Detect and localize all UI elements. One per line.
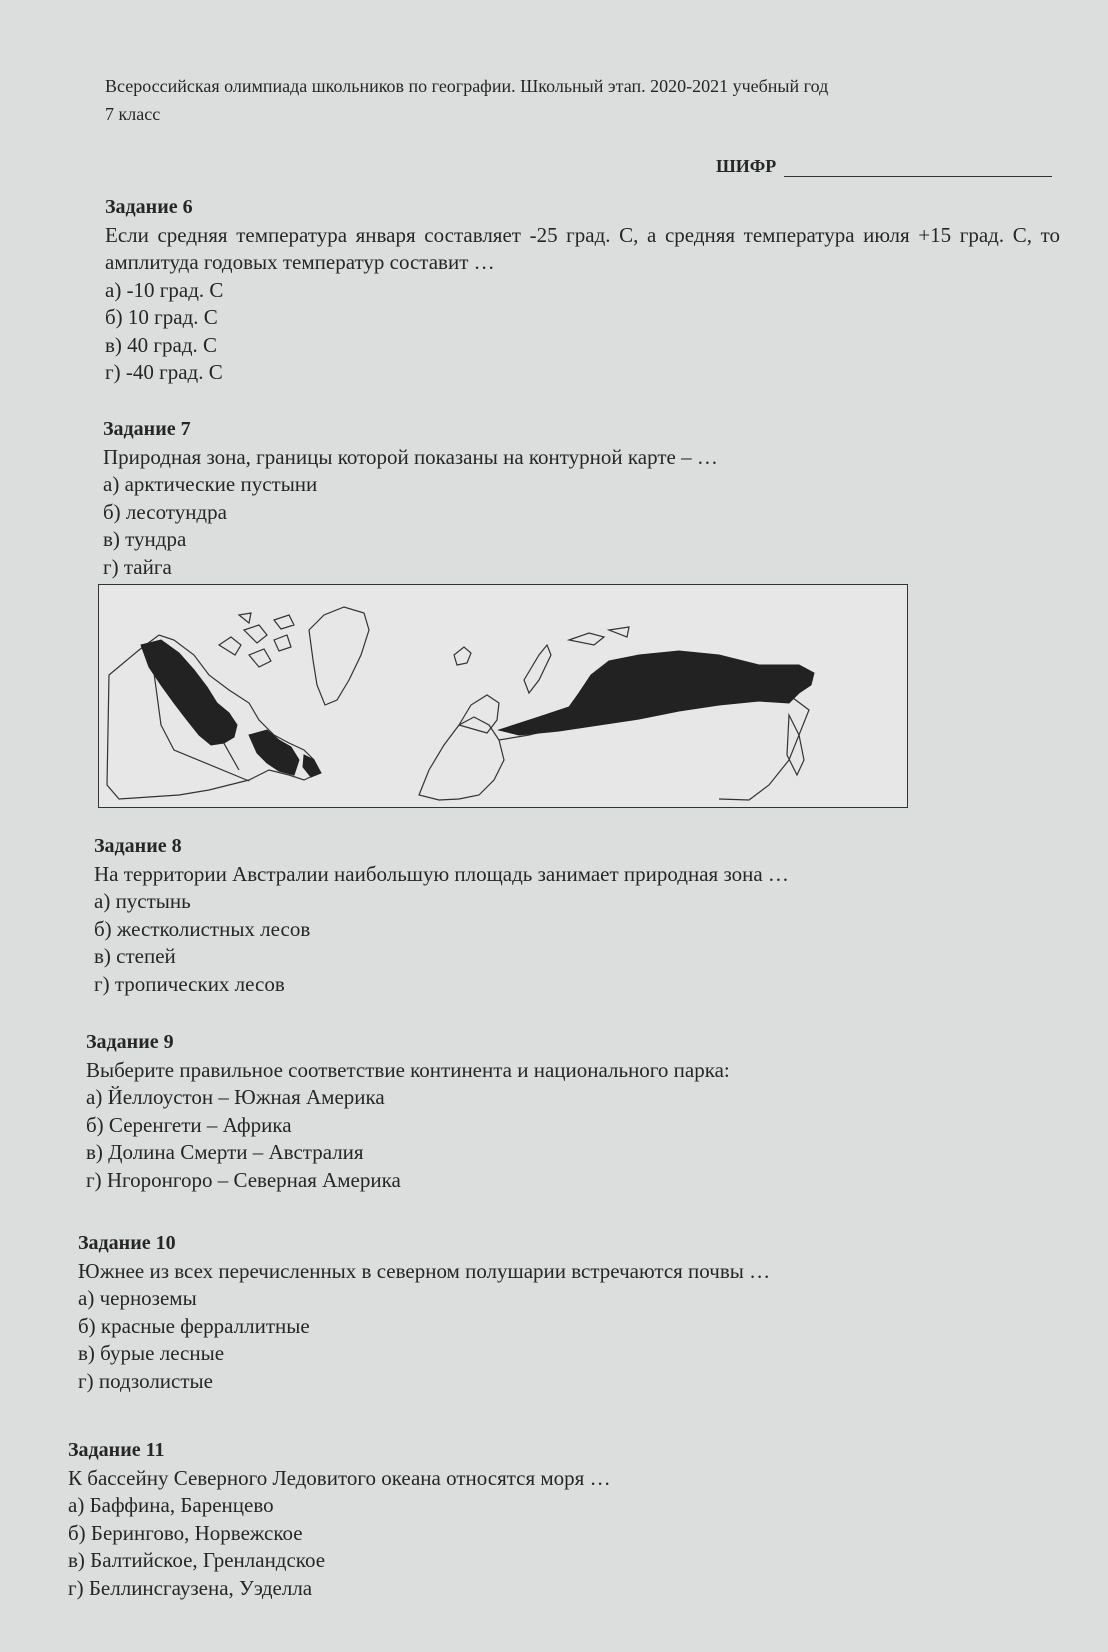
- option-v: в) бурые лесные: [78, 1341, 225, 1365]
- task-title: Задание 7: [103, 418, 191, 440]
- task-question: Если средняя температура января составляет -25 град. С, а средняя температура июля +15 град. С, то амплитуда годовых температур составит …: [105, 222, 1060, 274]
- option-g: г) тропических лесов: [94, 971, 285, 996]
- option-a: а) Йеллоустон – Южная Америка: [86, 1085, 385, 1109]
- zone-hudson: [249, 730, 299, 775]
- option-b: б) Серенгети – Африка: [86, 1112, 292, 1137]
- option-b: б) лесотундра: [103, 499, 227, 524]
- option-b: б) Берингово, Норвежское: [68, 1520, 303, 1545]
- option-a: а) Баффина, Баренцево: [68, 1493, 274, 1517]
- task-11: [68, 1437, 611, 1602]
- task-title: Задание 10: [78, 1232, 176, 1254]
- task-title: Задание 11: [68, 1439, 165, 1461]
- greenland-outline: [309, 607, 369, 705]
- task-title: Задание 9: [86, 1031, 174, 1053]
- arctic-islands-east: [569, 627, 629, 645]
- header-grade: 7 класс: [105, 104, 161, 124]
- zone-north-america: [141, 640, 237, 745]
- option-v: в) Балтийское, Гренландское: [68, 1548, 326, 1572]
- option-g: г) Нгоронгоро – Северная Америка: [86, 1167, 401, 1192]
- option-g: г) тайга: [103, 554, 172, 579]
- option-a: а) -10 град. С: [105, 277, 224, 302]
- option-a: а) черноземы: [78, 1286, 197, 1310]
- task-9: [86, 1029, 730, 1194]
- task-title: Задание 6: [105, 196, 193, 218]
- page-header: [105, 72, 828, 128]
- task-title: Задание 8: [94, 835, 182, 857]
- europe-outline: [419, 717, 504, 800]
- arctic-islands: [219, 613, 294, 667]
- task-8: [94, 833, 789, 998]
- cipher-blank-line[interactable]: [784, 156, 1052, 177]
- task-question: Природная зона, границы которой показаны на контурной карте – …: [103, 444, 718, 469]
- scandinavia-outline: [459, 695, 499, 733]
- option-g: г) подзолистые: [78, 1368, 213, 1393]
- task-question: Выберите правильное соответствие континента и национального парка:: [86, 1057, 730, 1082]
- option-b: б) 10 град. С: [105, 305, 218, 329]
- contour-map: [98, 584, 908, 808]
- option-v: в) 40 град. С: [105, 332, 218, 357]
- header-title: Всероссийская олимпиада школьников по географии. Школьный этап. 2020-2021 учебный год: [105, 76, 829, 96]
- option-v: в) тундра: [103, 527, 187, 551]
- task-question: К бассейну Северного Ледовитого океана относятся моря …: [68, 1465, 611, 1490]
- option-a: а) арктические пустыни: [103, 472, 318, 496]
- contour-map-graphic: [99, 585, 907, 807]
- option-v: в) степей: [94, 944, 176, 968]
- novaya-zemlya-outline: [524, 645, 551, 693]
- option-v: в) Долина Смерти – Австралия: [86, 1140, 364, 1164]
- option-g: г) -40 град. С: [105, 360, 223, 384]
- task-question: На территории Австралии наибольшую площадь занимает природная зона …: [94, 861, 789, 886]
- task-10: [78, 1230, 770, 1395]
- cipher-field: [716, 156, 1052, 177]
- option-b: б) красные ферраллитные: [78, 1313, 310, 1338]
- cipher-label: ШИФР: [716, 156, 777, 176]
- svalbard-outline: [454, 647, 471, 665]
- task-6: [105, 194, 1060, 387]
- option-g: г) Беллинсгаузена, Уэделла: [68, 1575, 313, 1600]
- option-b: б) жестколистных лесов: [94, 916, 311, 941]
- option-a: а) пустынь: [94, 889, 191, 913]
- task-7: [103, 416, 718, 581]
- task-question: Южнее из всех перечисленных в северном полушарии встречаются почвы …: [78, 1258, 771, 1283]
